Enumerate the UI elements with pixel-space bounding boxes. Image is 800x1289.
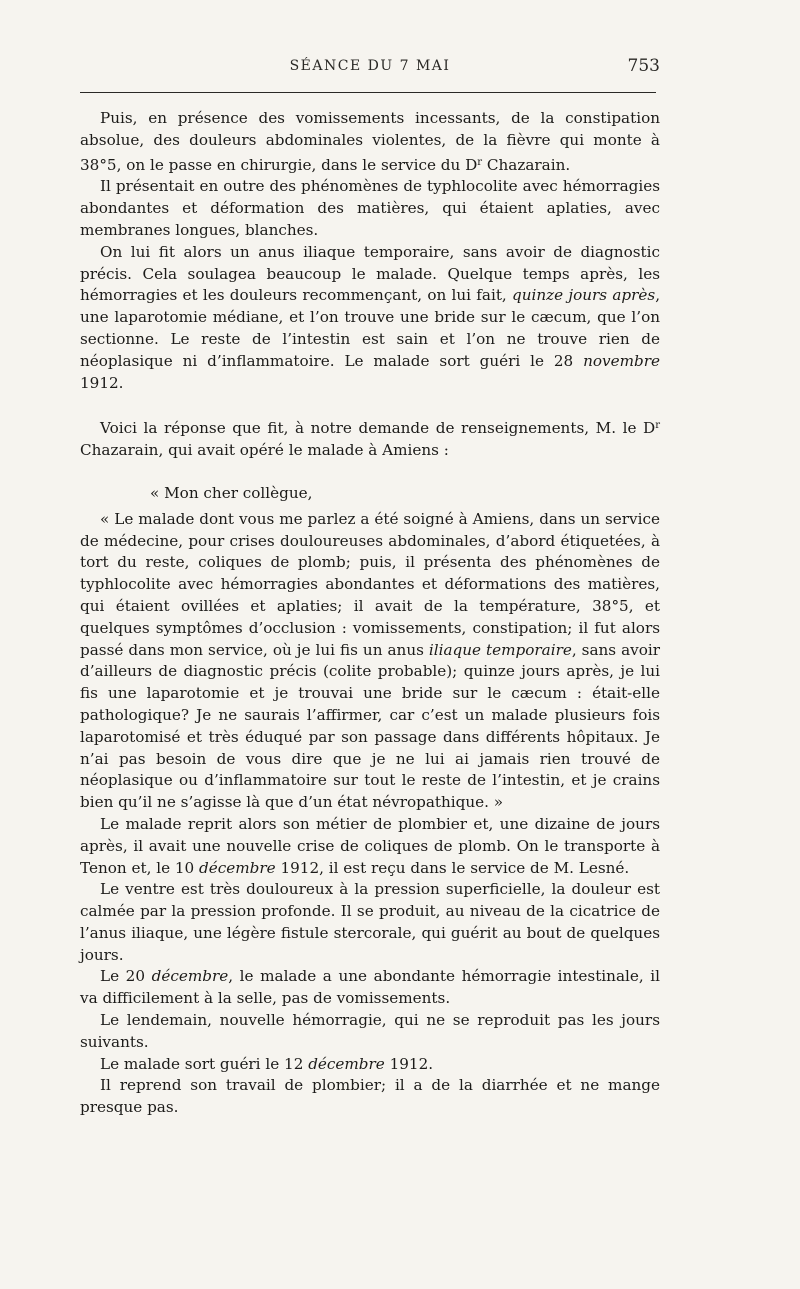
header-rule <box>80 92 656 93</box>
text-run: Chazarain, qui avait opéré le malade à Amiens : <box>80 441 449 460</box>
paragraph-p9 <box>80 966 660 1010</box>
text-run: « Le malade dont vous me parlez a été soigné à Amiens, dans un service de médecine, pour crises douloureuses abdominales, d’abord étiquetées, à tort du reste, coliques de plomb; puis, il présenta des phénomènes de typhlocolite avec hémorragies abondantes et déformations des matières, qui étaient ovillées et aplaties; il avait de la température, 38°5, et quelques symptômes d’occlusion : vomissements, constipation; il fut alors passé dans mon service, où je lui fis un anus <box>80 509 660 659</box>
text-run: 1912. <box>80 373 124 392</box>
italic-text: quinze jours après <box>512 286 656 305</box>
paragraph-p1 <box>80 108 660 176</box>
italic-text: décembre <box>308 1054 385 1073</box>
text-run: Voici la réponse que fit, à notre demande de renseignements, M. le D <box>100 419 656 438</box>
text-run: Il présentait en outre des phénomènes de typhlocolite avec hémorragies abondantes et déformation des matières, qui étaient aplaties, avec membranes longues, blanches. <box>80 177 660 239</box>
paragraph-p6 <box>80 509 660 814</box>
text-run: Le malade reprit alors son métier de plombier et, une dizaine de jours après, il avait une nouvelle crise de coliques de plomb. On le transporte à Tenon et, le 10 <box>80 814 660 877</box>
running-title: SÉANCE DU 7 MAI <box>289 58 451 74</box>
paragraph-p10 <box>80 1010 660 1054</box>
text-run: « Mon cher collègue, <box>150 483 313 502</box>
text-run: 1912, il est reçu dans le service de M. Lesné. <box>275 858 630 877</box>
text-run: , une laparotomie médiane, et l’on trouve une bride sur le cæcum, que l’on sectionne. Le reste de l’intestin est sain et l’on ne trouve rien de néoplasique ni d’inflammatoire. Le malade sort guéri le 28 <box>80 286 661 370</box>
superscript-text: r <box>477 156 483 168</box>
text-run: Le lendemain, nouvelle hémorragie, qui ne se reproduit pas les jours suivants. <box>80 1011 660 1051</box>
italic-text: décembre <box>199 858 276 877</box>
paragraph-p8 <box>80 879 660 966</box>
text-run: Le malade sort guéri le 12 <box>100 1054 309 1073</box>
paragraph-p5 <box>80 483 660 505</box>
italic-text: iliaque temporaire <box>428 640 572 659</box>
text-run: 1912. <box>384 1054 434 1073</box>
text-run: , sans avoir d’ailleurs de diagnostic précis (colite probable); quinze jours après, je lui fis une laparotomie et je trouvai une bride sur le cæcum : était-elle pathologique? Je ne saurais l’affirmer, car c’est un malade plusieurs fois laparotomisé et très éduqué par son passage dans différents hôpitaux. Je n’ai pas besoin de vous dire que je ne lui ai jamais rien trouvé de néoplasique ou d’inflammatoire sur tout le reste de l’intestin, et je crains bien qu’il ne s’agisse là que d’un état névropathique. » <box>80 640 660 812</box>
page-header <box>80 52 660 82</box>
text-run: Le 20 <box>100 967 152 986</box>
text-run: Il reprend son travail de plombier; il a de la diarrhée et ne mange presque pas. <box>80 1076 660 1117</box>
text-run: Puis, en présence des vomissements incessants, de la constipation absolue, des douleurs abdominales violentes, de la fièvre qui monte à 38°5, on le passe en chirurgie, dans le service du D <box>80 109 660 174</box>
text-run: , le malade a une abondante hémorragie intestinale, il va difficilement à la selle, pas de vomissements. <box>80 967 660 1008</box>
paragraph-p2 <box>80 176 660 241</box>
paragraph-p4 <box>80 415 660 462</box>
page-number: 753 <box>627 56 660 76</box>
text-run: On lui fit alors un anus iliaque temporaire, sans avoir de diagnostic précis. Cela soulagea beaucoup le malade. Quelque temps après, les hémorragies et les douleurs recommençant, on lui fait, <box>80 242 660 305</box>
italic-text: décembre <box>151 967 229 986</box>
body-text <box>80 108 660 1119</box>
text-run: Chazarain. <box>482 155 571 174</box>
superscript-text: r <box>655 420 660 432</box>
text-run: Le ventre est très douloureux à la pression superficielle, la douleur est calmée par la pression profonde. Il se produit, au niveau de la cicatrice de l’anus iliaque, une légère fistule stercorale, qui guérit au bout de quelques jours. <box>80 880 660 964</box>
italic-text: novembre <box>583 351 660 370</box>
paragraph-p11 <box>80 1054 660 1076</box>
paragraph-p3 <box>80 242 660 395</box>
paragraph-p7 <box>80 814 660 879</box>
paragraph-p12 <box>80 1075 660 1119</box>
